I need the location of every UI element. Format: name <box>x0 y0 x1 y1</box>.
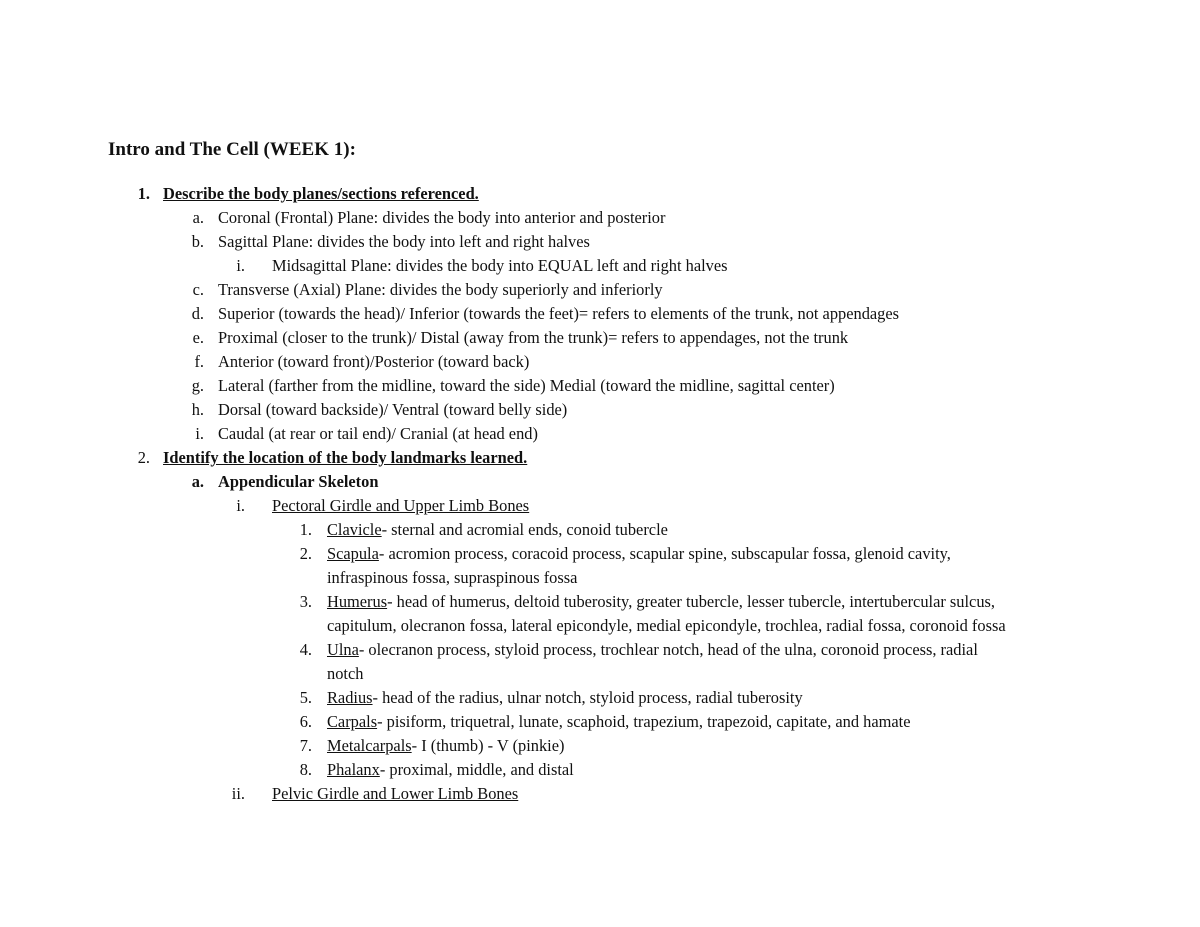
list-marker: 8. <box>299 760 312 779</box>
bone-description: - head of humerus, deltoid tuberosity, greater tubercle, lesser tubercle, intertubercular sulcus, <box>387 592 995 611</box>
list-marker: 1. <box>299 520 312 539</box>
list-marker: 4. <box>299 640 312 659</box>
bone-description-continued: infraspinous fossa, supraspinous fossa <box>327 568 578 587</box>
page-title: Intro and The Cell (WEEK 1): <box>108 139 356 160</box>
list-item-text: Coronal (Frontal) Plane: divides the body into anterior and posterior <box>218 208 666 227</box>
bone-description: - proximal, middle, and distal <box>379 760 574 779</box>
bone-description: - pisiform, triquetral, lunate, scaphoid, trapezium, trapezoid, capitate, and hamate <box>377 712 911 731</box>
pectoral-girdle-heading: Pectoral Girdle and Upper Limb Bones <box>272 496 530 515</box>
list-marker: 2. <box>299 544 312 563</box>
list-item-text: Lateral (farther from the midline, toward the side) Medial (toward the midline, sagittal center) <box>218 376 835 395</box>
bone-description: - olecranon process, styloid process, trochlear notch, head of the ulna, coronoid process, radial <box>358 640 978 659</box>
list-marker: ii. <box>231 784 245 803</box>
list-marker: i. <box>236 496 245 515</box>
list-marker: g. <box>191 376 204 395</box>
bone-name: Radius <box>327 688 373 707</box>
list-item-text: Superior (towards the head)/ Inferior (towards the feet)= refers to elements of the trunk, not appendages <box>218 304 900 323</box>
list-item-text: Transverse (Axial) Plane: divides the body superiorly and inferiorly <box>218 280 663 299</box>
list-marker: d. <box>191 304 204 323</box>
bone-name: Ulna <box>327 640 359 659</box>
question-2-heading: Identify the location of the body landmarks learned. <box>163 448 528 467</box>
list-item-text: Dorsal (toward backside)/ Ventral (toward belly side) <box>218 400 568 419</box>
list-item-text: Sagittal Plane: divides the body into left and right halves <box>218 232 590 251</box>
list-marker: 1. <box>137 184 150 203</box>
list-marker: i. <box>236 256 245 275</box>
bone-description: - I (thumb) - V (pinkie) <box>411 736 565 755</box>
bone-name: Carpals <box>327 712 378 731</box>
list-marker: 5. <box>299 688 312 707</box>
list-item-text: Anterior (toward front)/Posterior (toward back) <box>218 352 530 371</box>
bone-name: Metalcarpals <box>327 736 412 755</box>
bone-description: - acromion process, coracoid process, scapular spine, subscapular fossa, glenoid cavity, <box>378 544 951 563</box>
appendicular-skeleton-heading: Appendicular Skeleton <box>218 472 379 491</box>
list-marker: e. <box>192 328 204 347</box>
bone-description: - sternal and acromial ends, conoid tubercle <box>381 520 668 539</box>
list-marker: i. <box>195 424 204 443</box>
list-marker: a. <box>192 208 204 227</box>
list-marker: f. <box>194 352 204 371</box>
list-marker: 3. <box>299 592 312 611</box>
list-marker: h. <box>191 400 204 419</box>
bone-description-continued: capitulum, olecranon fossa, lateral epicondyle, medial epicondyle, trochlea, radial fossa, coronoid fossa <box>327 616 1006 635</box>
list-item-text: Midsagittal Plane: divides the body into EQUAL left and right halves <box>272 256 728 275</box>
list-marker: c. <box>192 280 204 299</box>
question-1-heading: Describe the body planes/sections referenced. <box>163 184 479 203</box>
list-marker: b. <box>191 232 204 251</box>
list-marker: a. <box>191 472 204 491</box>
bone-description: - head of the radius, ulnar notch, styloid process, radial tuberosity <box>372 688 803 707</box>
bone-name: Scapula <box>327 544 379 563</box>
list-item-text: Proximal (closer to the trunk)/ Distal (away from the trunk)= refers to appendages, not the trunk <box>218 328 849 347</box>
bone-name: Humerus <box>327 592 388 611</box>
list-marker: 6. <box>299 712 312 731</box>
list-item-text: Caudal (at rear or tail end)/ Cranial (at head end) <box>218 424 538 443</box>
list-marker: 2. <box>137 448 150 467</box>
pelvic-girdle-heading: Pelvic Girdle and Lower Limb Bones <box>272 784 519 803</box>
bone-description-continued: notch <box>327 664 364 683</box>
bone-name: Phalanx <box>327 760 380 779</box>
list-marker: 7. <box>299 736 312 755</box>
bone-name: Clavicle <box>327 520 382 539</box>
